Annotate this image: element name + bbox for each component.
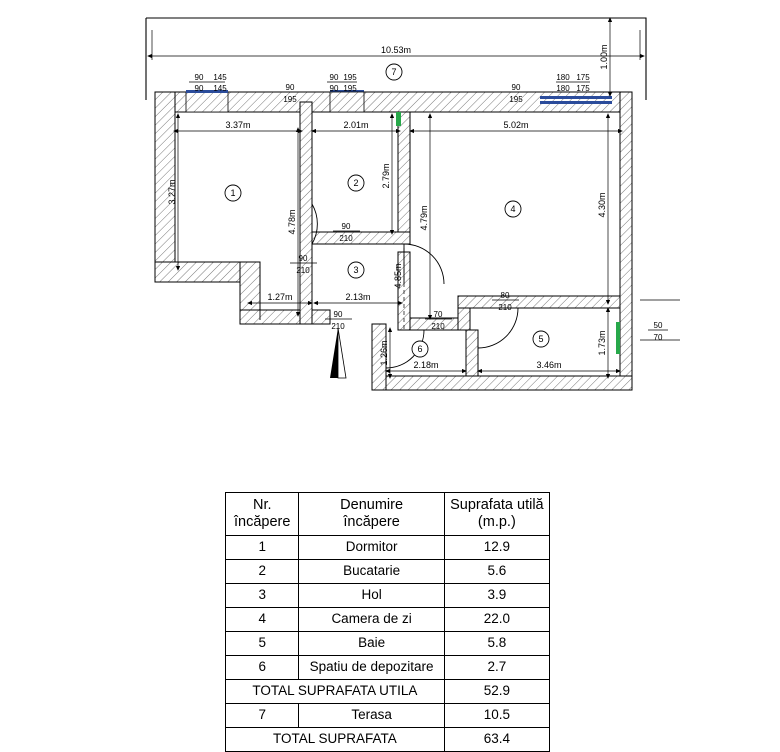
header-area-line2: (m.p.) — [477, 514, 516, 531]
row-name: Dormitor — [299, 536, 444, 560]
svg-text:145: 145 — [213, 73, 227, 82]
dim-hall-height: 4.85m — [393, 263, 403, 289]
svg-text:210: 210 — [431, 322, 445, 331]
svg-text:195: 195 — [343, 84, 357, 93]
svg-text:90: 90 — [194, 84, 204, 93]
svg-text:210: 210 — [331, 322, 345, 331]
svg-text:3: 3 — [353, 265, 359, 275]
table-row — [226, 607, 550, 631]
svg-text:90: 90 — [341, 222, 351, 231]
header-name-line2: încăpere — [343, 514, 400, 531]
svg-text:90: 90 — [511, 83, 521, 92]
svg-text:6: 6 — [417, 344, 423, 354]
svg-text:80: 80 — [500, 291, 510, 300]
table-row — [226, 631, 550, 655]
table-row-total-util — [226, 679, 550, 703]
svg-text:5: 5 — [538, 334, 544, 344]
svg-text:7: 7 — [391, 67, 397, 77]
dim-depozit-width: 2.18m — [413, 360, 439, 370]
label-window-room4-right — [556, 73, 590, 93]
row-nr: 5 — [226, 631, 299, 655]
room-marker-1 — [225, 185, 241, 201]
total-all-area: 63.4 — [444, 727, 549, 751]
svg-text:90: 90 — [285, 83, 295, 92]
window-room2-top-glyph — [330, 90, 364, 112]
svg-text:2: 2 — [353, 178, 359, 188]
row-name: Camera de zi — [299, 607, 444, 631]
dim-depozit-height: 1.26m — [379, 340, 389, 366]
svg-text:90: 90 — [329, 73, 339, 82]
dim-room1-width: 3.37m — [225, 120, 251, 130]
total-all-label: TOTAL SUPRAFATA — [226, 727, 445, 751]
svg-text:90: 90 — [298, 254, 308, 263]
svg-text:90: 90 — [329, 84, 339, 93]
dim-hall-width-left: 1.27m — [267, 292, 293, 302]
table-row — [226, 655, 550, 679]
svg-text:195: 195 — [283, 95, 297, 104]
row-name: Baie — [299, 631, 444, 655]
row-area: 10.5 — [444, 703, 549, 727]
row-area: 5.6 — [444, 560, 549, 584]
row-name: Spatiu de depozitare — [299, 655, 444, 679]
svg-text:90: 90 — [333, 310, 343, 319]
dim-corridor-height: 4.78m — [287, 209, 297, 235]
header-area-line1: Suprafata utilă — [450, 497, 544, 513]
dim-baie-width: 3.46m — [536, 360, 562, 370]
dim-room2-height: 2.79m — [381, 163, 391, 189]
total-util-area: 52.9 — [444, 679, 549, 703]
svg-text:195: 195 — [509, 95, 523, 104]
row-name: Bucatarie — [299, 560, 444, 584]
table-row-terrace — [226, 703, 550, 727]
dim-room1-height: 3.27m — [167, 179, 177, 205]
header-name — [299, 493, 444, 536]
row-area: 2.7 — [444, 655, 549, 679]
row-area: 22.0 — [444, 607, 549, 631]
row-nr: 1 — [226, 536, 299, 560]
table-row — [226, 536, 550, 560]
svg-text:1: 1 — [230, 188, 236, 198]
row-nr: 2 — [226, 560, 299, 584]
header-nr-line1: Nr. — [252, 497, 272, 513]
door-room2-green-glyph — [396, 112, 401, 126]
row-area: 12.9 — [444, 536, 549, 560]
room-schedule-table — [225, 492, 550, 752]
row-nr: 4 — [226, 607, 299, 631]
dim-room4-height-right: 4.30m — [597, 192, 607, 218]
window-baie-right-glyph — [616, 322, 620, 354]
row-nr: 3 — [226, 584, 299, 608]
svg-text:175: 175 — [576, 73, 590, 82]
room-marker-2 — [348, 175, 364, 191]
row-name: Terasa — [299, 703, 444, 727]
total-util-label: TOTAL SUPRAFATA UTILA — [226, 679, 445, 703]
table-row-total-all — [226, 727, 550, 751]
row-nr: 7 — [226, 703, 299, 727]
header-area — [444, 493, 549, 536]
svg-text:70: 70 — [653, 333, 663, 342]
dim-terrace-depth: 1.00m — [599, 44, 609, 70]
header-nr — [226, 493, 299, 536]
table-row — [226, 560, 550, 584]
svg-text:210: 210 — [498, 303, 512, 312]
svg-text:90: 90 — [194, 73, 204, 82]
row-area: 5.8 — [444, 631, 549, 655]
header-nr-line2: încăpere — [234, 514, 291, 531]
svg-text:145: 145 — [213, 84, 227, 93]
label-window-baie-right — [648, 321, 668, 342]
svg-text:4: 4 — [510, 204, 516, 214]
dim-baie-height: 1.73m — [597, 330, 607, 356]
table-header-row — [226, 493, 550, 536]
svg-text:210: 210 — [296, 266, 310, 275]
dim-overall-width: 10.53m — [380, 45, 412, 55]
svg-text:195: 195 — [343, 73, 357, 82]
svg-text:180: 180 — [556, 73, 570, 82]
room-marker-4 — [505, 201, 521, 217]
header-name-line1: Denumire — [340, 497, 404, 513]
table-row — [226, 584, 550, 608]
room-marker-7 — [386, 64, 402, 80]
room-marker-5 — [533, 331, 549, 347]
walls — [155, 92, 632, 390]
svg-text:50: 50 — [653, 321, 663, 330]
north-arrow-icon — [330, 328, 346, 378]
dim-room4-width: 5.02m — [503, 120, 529, 130]
dim-room4-height-left: 4.79m — [419, 205, 429, 231]
room-marker-6 — [412, 341, 428, 357]
svg-text:180: 180 — [556, 84, 570, 93]
svg-text:210: 210 — [339, 234, 353, 243]
window-top-left-glyph — [186, 90, 228, 112]
door-swings — [260, 204, 518, 368]
row-nr: 6 — [226, 655, 299, 679]
room-marker-3 — [348, 262, 364, 278]
svg-text:175: 175 — [576, 84, 590, 93]
dim-hall-width-mid: 2.13m — [345, 292, 371, 302]
row-area: 3.9 — [444, 584, 549, 608]
dim-room2-width: 2.01m — [343, 120, 369, 130]
row-name: Hol — [299, 584, 444, 608]
svg-text:70: 70 — [433, 310, 443, 319]
